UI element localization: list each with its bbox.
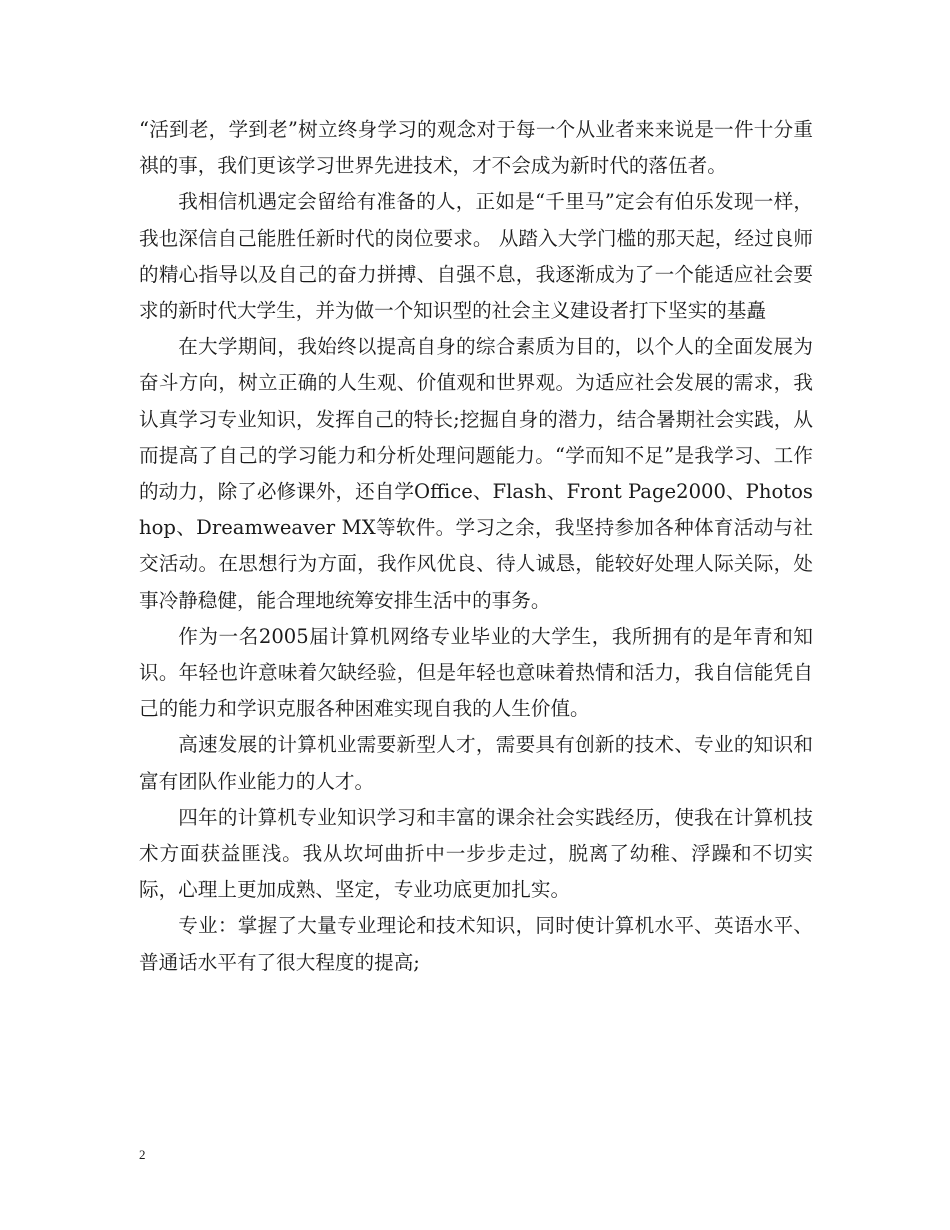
paragraph-6: 四年的计算机专业知识学习和丰富的课余社会实践经历，使我在计算机技术方面获益匪浅。我从坎坷曲折中一步步走过，脱离了幼稚、浮躁和不切实际，心理上更加成熟、坚定，专业功底更加扎实。 [139,805,813,902]
page-number: 2 [139,1147,146,1162]
document-body [139,112,813,981]
paragraph-5: 高速发展的计算机业需要新型人才，需要具有创新的技术、专业的知识和富有团队作业能力的人才。 [139,733,813,793]
paragraph-4: 作为一名2005届计算机网络专业毕业的大学生，我所拥有的是年青和知识。年轻也许意味着欠缺经验，但是年轻也意味着热情和活力，我自信能凭自己的能力和学识克服各种困难实现自我的人生价值。 [139,624,813,721]
paragraph-1: “活到老，学到老”树立终身学习的观念对于每一个从业者来来说是一件十分重祺的事，我们更该学习世界先进技术，才不会成为新时代的落伍者。 [139,118,813,178]
paragraph-3: 在大学期间，我始终以提高自身的综合素质为目的，以个人的全面发展为奋斗方向，树立正确的人生观、价值观和世界观。为适应社会发展的需求，我认真学习专业知识，发挥自己的特长;挖掘自身的潜力，结合暑期社会实践，从而提高了自己的学习能力和分析处理问题能力。“学而知不足”是我学习、工作的动力，除了必修课外，还自学Office、Flash、Front Page2000、Photoshop、Dreamweaver MX等软件。学习之余，我坚持参加各种体育活动与社交活动。在思想行为方面，我作风优良、待人诚恳，能较好处理人际关际，处事冷静稳健，能合理地统筹安排生活中的事务。 [139,335,813,612]
paragraph-2: 我相信机遇定会留给有准备的人，正如是“千里马”定会有伯乐发现一样，我也深信自己能胜任新时代的岗位要求。 从踏入大学门槛的那天起，经过良师的精心指导以及自己的奋力拼搏、自强不息，我逐渐成为了一个能适应社会要求的新时代大学生，并为做一个知识型的社会主义建设者打下坚实的基矗 [139,190,813,323]
paragraph-7: 专业：掌握了大量专业理论和技术知识，同时使计算机水平、英语水平、普通话水平有了很大程度的提高; [139,914,813,974]
